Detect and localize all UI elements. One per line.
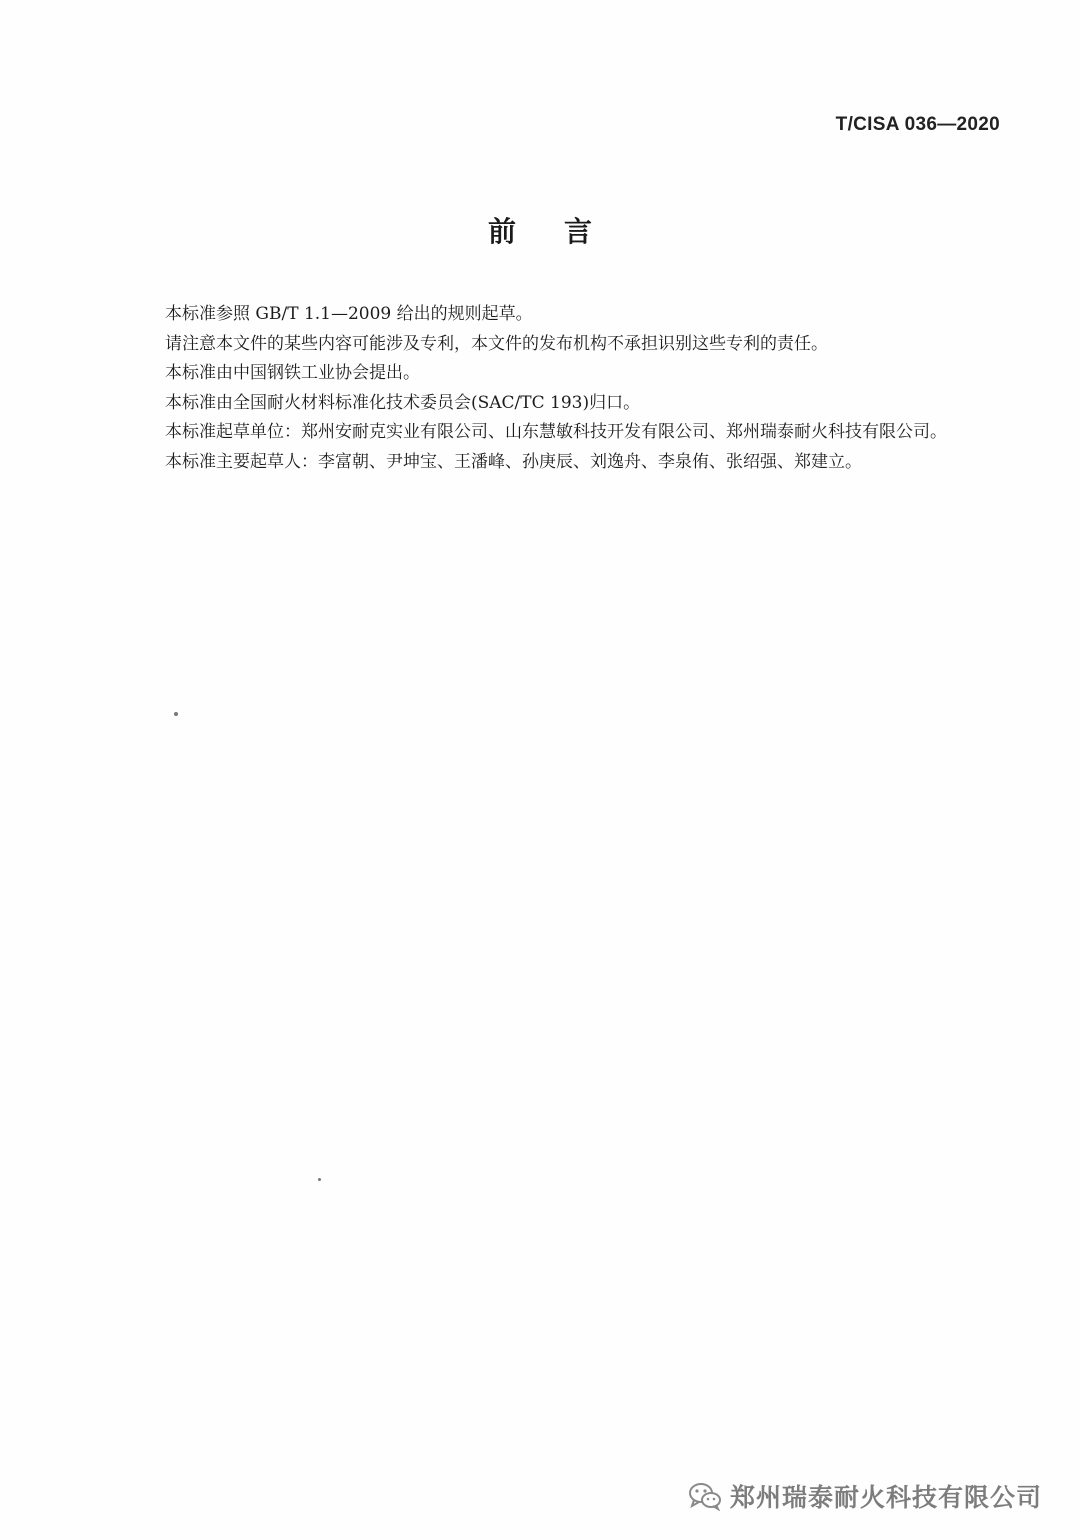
watermark [688,1478,1042,1514]
watermark-text: 郑州瑞泰耐火科技有限公司 [729,1483,1042,1512]
paragraph: 本标准主要起草人：李富朝、尹坤宝、王潘峰、孙庚辰、刘逸舟、李泉侑、张绍强、郑建立。 [165,451,862,472]
page-title: 前言 [487,215,640,248]
scan-speck [174,712,178,716]
paragraph: 本标准由中国钢铁工业协会提出。 [165,363,420,383]
scan-speck [318,1178,321,1181]
paragraph: 请注意本文件的某些内容可能涉及专利，本文件的发布机构不承担识别这些专利的责任。 [165,333,828,354]
standard-code: T/CISA 036—2020 [835,114,1000,135]
paragraph: 本标准参照 GB/T 1.1—2009 给出的规则起草。 [165,304,533,324]
wechat-icon [688,1481,722,1511]
paragraph: 本标准起草单位：郑州安耐克实业有限公司、山东慧敏科技开发有限公司、郑州瑞泰耐火科技有限公司。 [165,422,947,442]
document-body [165,300,1015,477]
paragraph: 本标准由全国耐火材料标准化技术委员会(SAC/TC 193)归口。 [165,392,641,413]
